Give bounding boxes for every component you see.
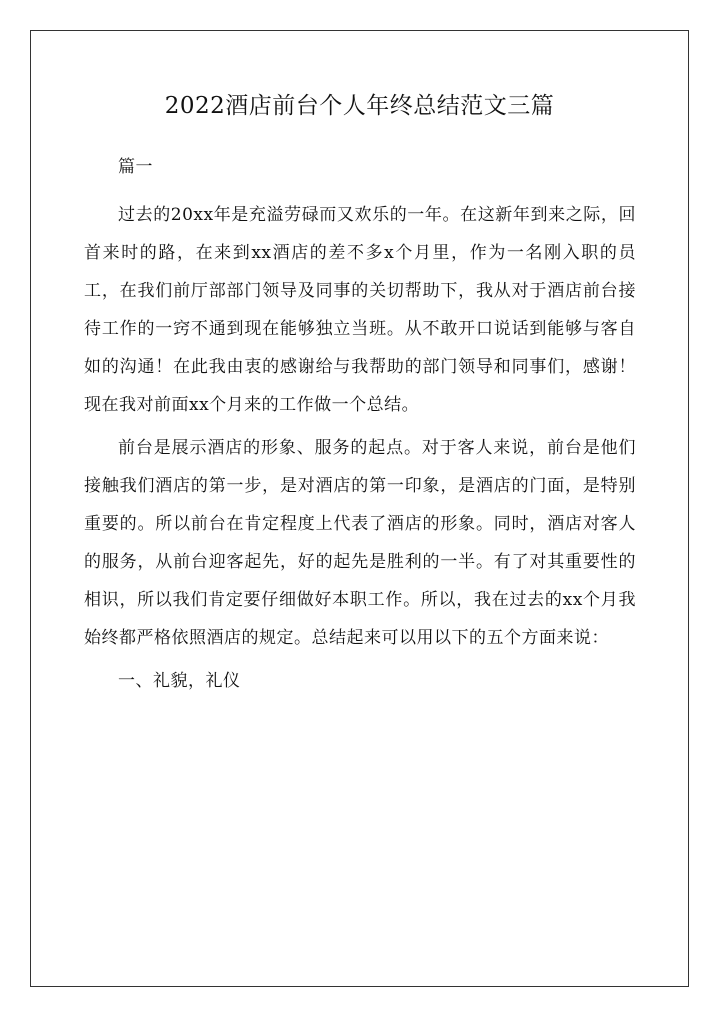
paragraph: 过去的20xx年是充溢劳碌而又欢乐的一年。在这新年到来之际，回首来时的路，在来到xx酒店的差不多x个月里，作为一名刚入职的员工，在我们前厅部部门领导及同事的关切帮助下，我从对于酒店前台接待工作的一窍不通到现在能够独立当班。从不敢开口说话到能够与客自如的沟通！在此我由衷的感谢给与我帮助的部门领导和同事们，感谢！现在我对前面xx个月来的工作做一个总结。	[84, 205, 636, 415]
section-heading: 篇一	[118, 157, 153, 177]
subsection-heading: 一、礼貌，礼仪	[118, 671, 241, 691]
document-title: 2022酒店前台个人年终总结范文三篇	[164, 93, 555, 119]
paragraph: 前台是展示酒店的形象、服务的起点。对于客人来说，前台是他们接触我们酒店的第一步，是对酒店的第一印象，是酒店的门面，是特别重要的。所以前台在肯定程度上代表了酒店的形象。同时，酒店对客人的服务，从前台迎客起先，好的起先是胜利的一半。有了对其重要性的相识，所以我们肯定要仔细做好本职工作。所以，我在过去的xx个月我始终都严格依照酒店的规定。总结起来可以用以下的五个方面来说：	[84, 438, 636, 648]
document-body	[84, 148, 636, 700]
